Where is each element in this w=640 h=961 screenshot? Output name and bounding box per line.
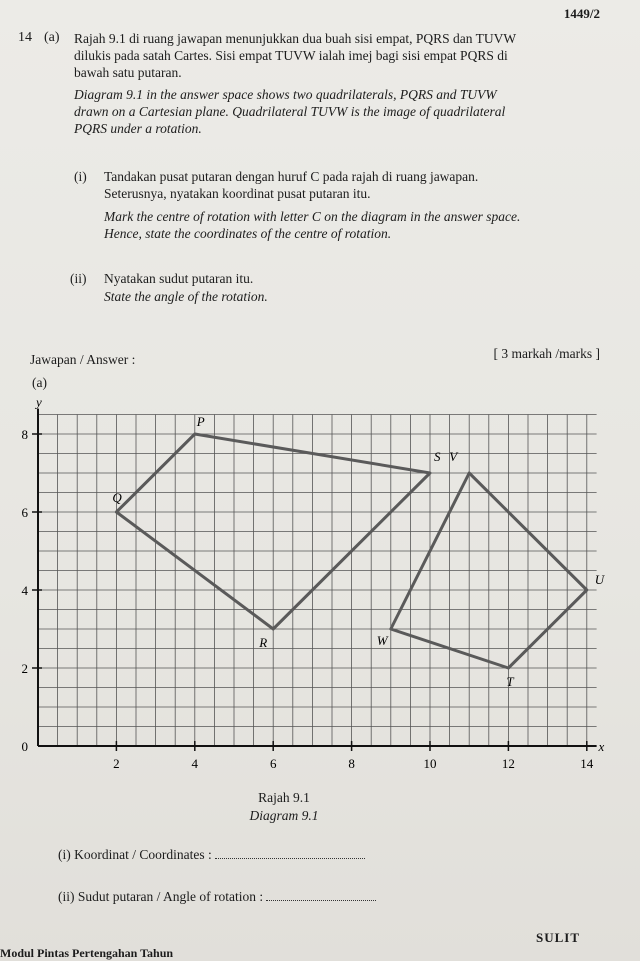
question-part: (a) bbox=[44, 30, 60, 45]
sulit-label: SULIT bbox=[535, 930, 580, 945]
axis-ticks bbox=[22, 427, 594, 771]
paper-code: 1449/2 bbox=[563, 6, 600, 21]
x-tick-label: 8 bbox=[348, 756, 355, 771]
coordinates-answer-field[interactable] bbox=[215, 846, 365, 859]
sub-i-label: (i) bbox=[74, 169, 87, 184]
diagram-caption-malay: Rajah 9.1 bbox=[258, 790, 310, 805]
sub-i-malay-line: Seterusnya, nyatakan koordinat pusat putaran itu. bbox=[104, 186, 371, 201]
diagram-caption-english: Diagram 9.1 bbox=[249, 808, 319, 823]
sub-i-english-line: Mark the centre of rotation with letter C on the diagram in the answer space. bbox=[104, 209, 521, 224]
module-footer: Modul Pintas Pertengahan Tahun bbox=[0, 946, 174, 960]
angle-label: (ii) Sudut putaran / Angle of rotation : bbox=[58, 889, 264, 904]
point-label-p: P bbox=[196, 414, 205, 429]
sub-i-english bbox=[104, 208, 624, 242]
question-number: 14 bbox=[18, 30, 32, 45]
y-axis-label: y bbox=[36, 394, 42, 410]
y-tick-label: 4 bbox=[21, 583, 28, 598]
x-tick-label: 10 bbox=[423, 756, 437, 771]
y-tick-label: 0 bbox=[21, 739, 28, 754]
x-tick-label: 6 bbox=[269, 756, 277, 771]
english-line: PQRS under a rotation. bbox=[74, 121, 202, 136]
sub-i-malay-line: Tandakan pusat putaran dengan huruf C pada rajah di ruang jawapan. bbox=[104, 169, 479, 184]
point-label-t: T bbox=[506, 674, 514, 689]
answer-part-label: (a) bbox=[32, 375, 47, 390]
x-tick-label: 12 bbox=[501, 756, 515, 771]
y-tick-label: 6 bbox=[21, 505, 28, 520]
angle-answer-field[interactable] bbox=[266, 888, 376, 901]
axes bbox=[34, 395, 605, 754]
point-label-q: Q bbox=[112, 490, 122, 505]
point-labels bbox=[112, 414, 605, 689]
coordinates-answer-row bbox=[58, 846, 365, 863]
sub-ii-malay: Nyatakan sudut putaran itu. bbox=[104, 271, 254, 286]
x-tick-label: 2 bbox=[113, 756, 120, 771]
english-line: drawn on a Cartesian plane. Quadrilateral TUVW is the image of quadrilateral bbox=[74, 104, 506, 119]
y-tick-label: 2 bbox=[21, 661, 28, 676]
y-tick-label: 8 bbox=[21, 427, 28, 442]
x-tick-label: 14 bbox=[580, 756, 594, 771]
point-label-r: R bbox=[259, 635, 268, 650]
sub-ii-label: (ii) bbox=[70, 271, 87, 286]
cartesian-diagram[interactable] bbox=[0, 390, 640, 790]
coordinates-label: (i) Koordinat / Coordinates : bbox=[58, 847, 212, 862]
point-label-u: U bbox=[594, 572, 605, 587]
point-label-w: W bbox=[376, 633, 388, 648]
sub-i-english-line: Hence, state the coordinates of the centre of rotation. bbox=[104, 226, 392, 241]
x-axis-label: x bbox=[598, 739, 605, 754]
point-label-v: V bbox=[449, 449, 458, 464]
question-english-text bbox=[74, 86, 604, 137]
question-malay-text bbox=[74, 30, 604, 81]
grid-lines bbox=[38, 415, 597, 747]
malay-line: dilukis pada satah Cartes. Sisi empat TUVW ialah imej bagi sisi empat PQRS di bbox=[74, 48, 508, 63]
marks-label: [ 3 markah /marks ] bbox=[493, 346, 600, 361]
answer-label: Jawapan / Answer : bbox=[30, 352, 136, 367]
sub-i-malay bbox=[104, 168, 604, 202]
angle-answer-row bbox=[58, 888, 376, 905]
english-line: Diagram 9.1 in the answer space shows two quadrilaterals, PQRS and TUVW bbox=[74, 87, 497, 102]
point-label-s: S bbox=[434, 449, 441, 464]
malay-line: Rajah 9.1 di ruang jawapan menunjukkan dua buah sisi empat, PQRS dan TUVW bbox=[74, 31, 517, 46]
malay-line: bawah satu putaran. bbox=[74, 65, 182, 80]
x-tick-label: 4 bbox=[191, 756, 199, 771]
sub-ii-english: State the angle of the rotation. bbox=[104, 289, 268, 304]
